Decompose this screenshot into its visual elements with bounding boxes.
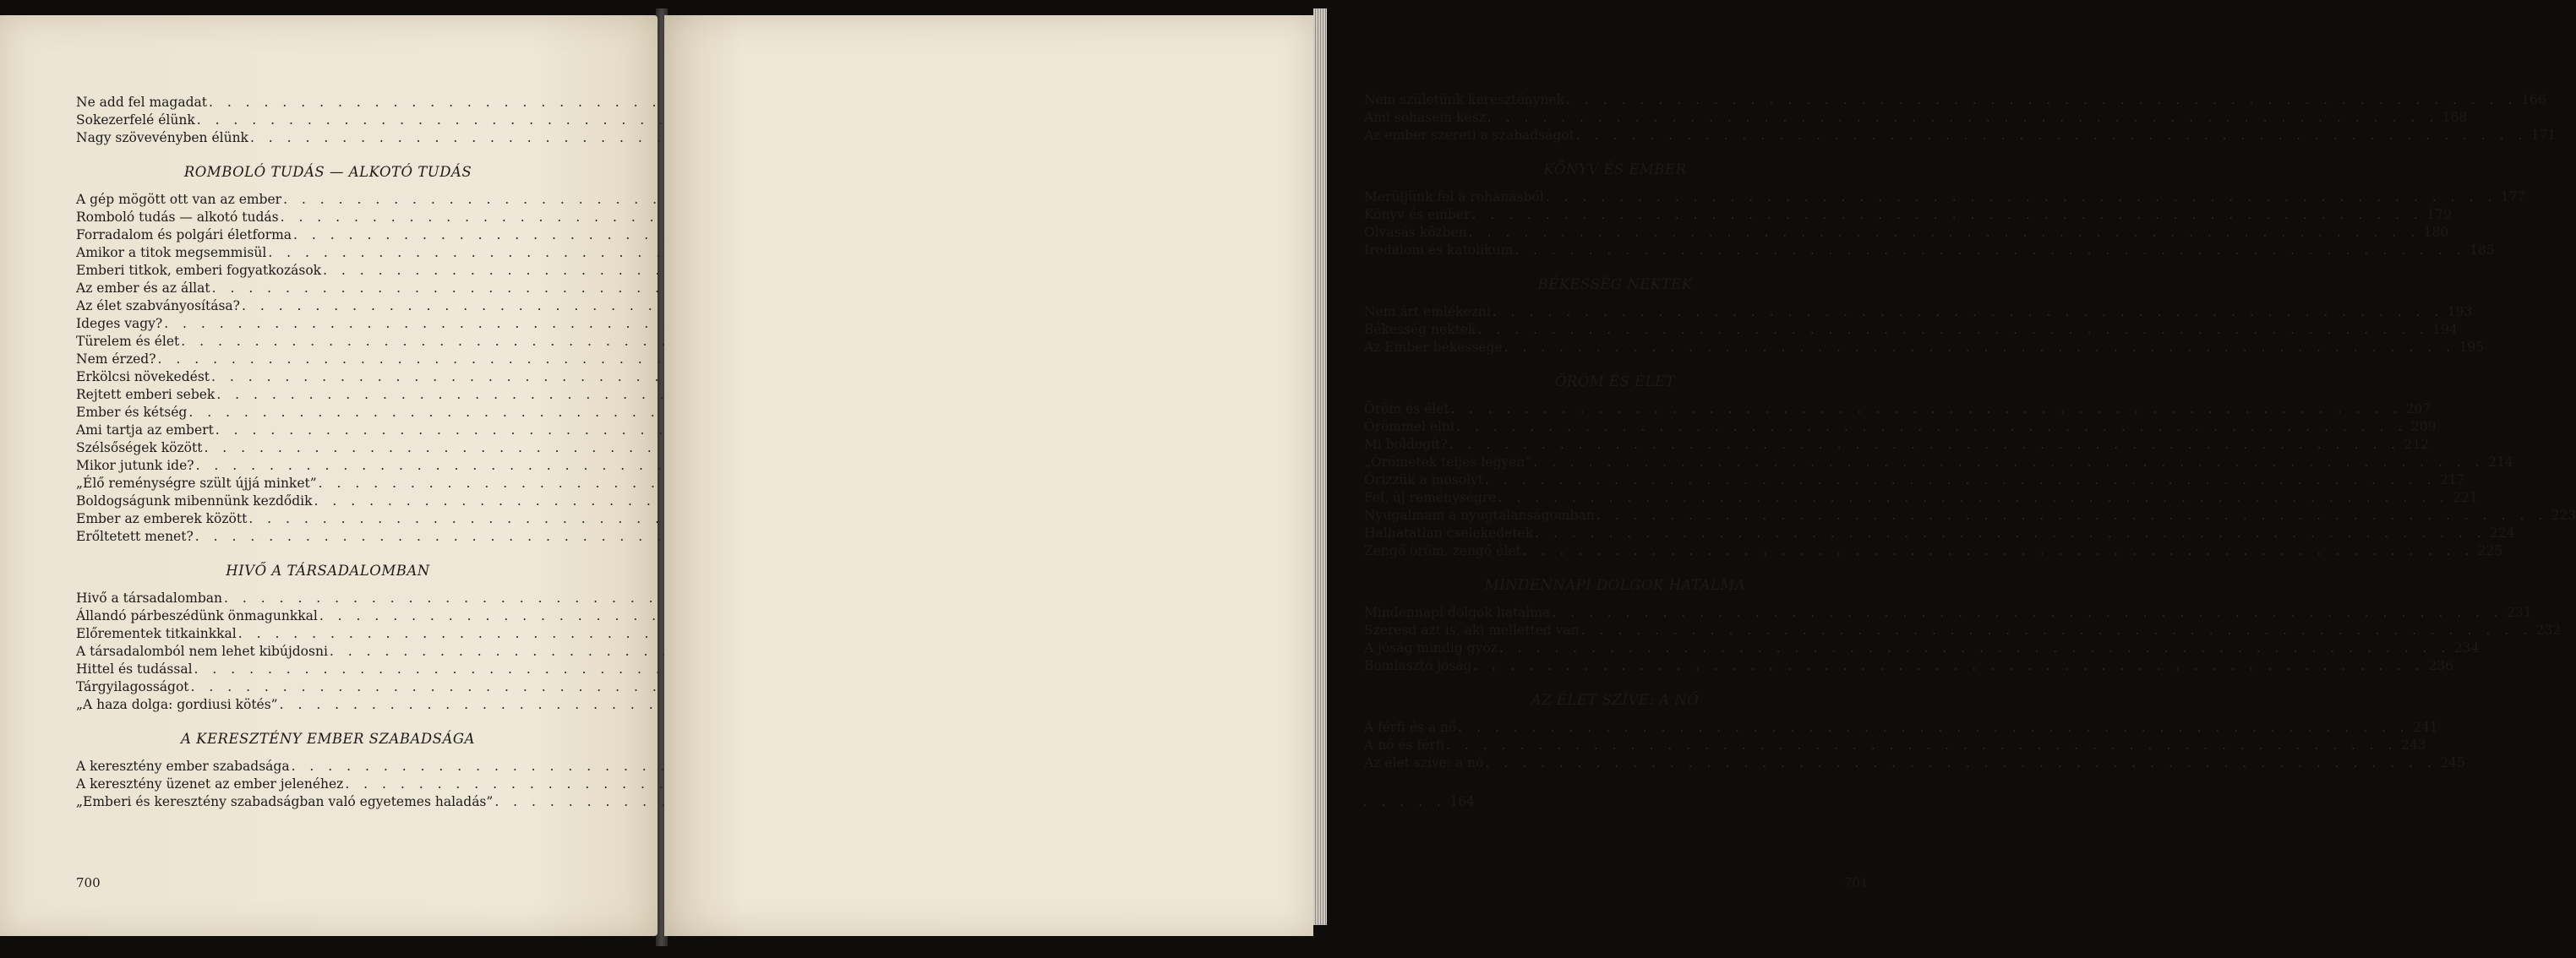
toc-entry-page: 236	[2428, 658, 2453, 673]
toc-entry	[1364, 188, 2526, 206]
page-number-left: 700	[76, 875, 101, 890]
toc-entry	[76, 661, 580, 678]
toc-entry-page: 234	[2453, 640, 2480, 656]
toc-entry-title: Bomlasztó jóság	[1364, 658, 1472, 673]
dot-leader	[1449, 436, 2400, 454]
toc-entry	[1364, 109, 2468, 127]
toc-entry	[1364, 719, 2438, 737]
toc-entry-page: 221	[2453, 490, 2478, 505]
toc-entry	[76, 386, 580, 404]
toc-entry	[76, 607, 580, 625]
toc-entry-title: Szélsőségek között	[76, 440, 203, 455]
toc-entry-title: Az Ember békessége	[1364, 340, 1503, 355]
toc-entry	[1364, 454, 2513, 471]
dot-leader	[1498, 489, 2448, 507]
toc-entry	[76, 297, 580, 315]
toc-entry	[1364, 206, 2452, 224]
toc-entry	[1364, 525, 2515, 542]
section-heading: KÖNYV ÉS EMBER	[1543, 161, 1687, 177]
toc-entry-title: Az élet szabványosítása?	[76, 298, 240, 313]
toc-entry-page: 193	[2447, 304, 2473, 319]
toc-entry-title: A jóság mindig győz	[1364, 640, 1498, 656]
section-heading: ROMBOLÓ TUDÁS — ALKOTÓ TUDÁS	[183, 164, 472, 180]
toc-entry-title: Ember és kétség	[76, 405, 188, 420]
dot-leader	[1473, 657, 2424, 675]
toc-entry	[76, 368, 580, 386]
toc-entry	[76, 643, 580, 661]
toc-entry	[1364, 754, 2465, 772]
toc-entry-title: Romboló tudás — alkotó tudás	[76, 210, 279, 225]
toc-entry	[76, 112, 580, 129]
toc-entry-title: Ne add fel magadat	[76, 95, 207, 110]
toc-entry	[76, 262, 580, 280]
toc-entry-title: Mi boldogít?	[1364, 437, 1448, 452]
toc-entry	[1364, 303, 2473, 321]
toc-entry-page: 209	[2410, 419, 2437, 434]
toc-entry	[1364, 418, 2437, 436]
toc-entry-title: Ember az emberek között	[76, 511, 248, 526]
toc-entry	[1364, 471, 2465, 489]
dot-leader	[1523, 542, 2474, 560]
dot-leader	[1469, 224, 2420, 242]
toc-entry-title: Örömmel élni	[1364, 419, 1454, 434]
toc-entry-title: Irodalom és katolikum	[1364, 242, 1514, 258]
toc-entry-title: A nő és férfi	[1364, 738, 1445, 753]
toc-entry	[1364, 436, 2430, 454]
toc-entry	[76, 758, 580, 776]
section-heading: A KERESZTÉNY EMBER SZABADSÁGA	[181, 731, 475, 747]
toc-entry	[76, 351, 580, 368]
toc-entry-title: Nem árt emlékezni	[1364, 304, 1491, 319]
toc-entry-title: Nem érzed?	[76, 351, 156, 367]
toc-entry-title: Az ember és az állat	[76, 280, 210, 296]
toc-entry-title: Őrizzük a mosolyt	[1364, 472, 1484, 487]
toc-entry-title: Ami tartja az embert	[76, 422, 214, 438]
dot-leader	[1485, 754, 2436, 772]
toc-entry-title: A férfi és a nő	[1364, 720, 1457, 735]
toc-entry-title: Előrementek titkainkkal	[76, 626, 237, 641]
toc-entry-title: Ideges vagy?	[76, 316, 163, 331]
toc-entry-title: Fel, új reménységre	[1364, 490, 1497, 505]
toc-entry-page: 214	[2488, 455, 2513, 470]
toc-entry-title: Erőltetett menet?	[76, 529, 194, 544]
toc-entry-page: 217	[2440, 472, 2465, 487]
toc-entry-title: A keresztény ember szabadsága	[76, 759, 290, 774]
toc-entry-title: Forradalom és polgári életforma	[76, 227, 292, 242]
toc-entry-title: Halhatatlan cselekedetek	[1364, 525, 1534, 541]
toc-entry-title: Mindennapi dolgok hatalma	[1364, 605, 1551, 620]
toc-entry	[1364, 507, 2576, 525]
toc-entry	[76, 244, 580, 262]
dot-leader	[1552, 604, 2502, 622]
toc-entry-title: A keresztény üzenet az ember jelenéhez	[76, 776, 344, 792]
toc-entry	[76, 528, 580, 546]
toc-entry-page: 180	[2423, 225, 2449, 240]
toc-entry-page: 195	[2459, 340, 2485, 355]
toc-entry-title: Békesség nektek	[1364, 322, 1476, 337]
toc-entry	[76, 475, 580, 493]
toc-entry	[76, 590, 580, 607]
toc-entry-page: 207	[2405, 401, 2431, 416]
toc-entry-page: 231	[2507, 605, 2532, 620]
toc-entry-page: 179	[2426, 207, 2452, 222]
toc-entry-title: Nyugalmam a nyugtalanságomban	[1364, 508, 1595, 523]
toc-entry-page: 224	[2490, 525, 2515, 541]
toc-entry	[76, 404, 580, 422]
toc-entry-title: Erkölcsi növekedést	[76, 369, 210, 384]
dot-leader	[1485, 471, 2436, 489]
toc-entry	[76, 129, 580, 147]
toc-entry	[1364, 91, 2546, 109]
section-heading: BÉKESSÉG NEKTEK	[1537, 276, 1693, 292]
toc-entry	[76, 439, 580, 457]
toc-entry	[76, 696, 580, 714]
toc-entry-page: 177	[2500, 189, 2526, 204]
toc-entry-title: Hivő a társadalomban	[76, 591, 223, 606]
toc-entry-title: „Élő reménységre szült újjá minket”	[76, 476, 317, 491]
dot-leader	[1596, 507, 2547, 525]
dot-leader	[1566, 91, 2517, 109]
toc-entry	[1364, 737, 2426, 754]
toc-entry	[76, 510, 580, 528]
toc-entry-page: 164	[1449, 794, 1475, 809]
dot-leader	[1456, 418, 2407, 436]
toc-entry	[76, 226, 580, 244]
dot-leader	[1535, 525, 2486, 542]
toc-entry-page: 225	[2477, 543, 2503, 558]
toc-entry-title: A társadalomból nem lehet kibújdosni	[76, 644, 328, 659]
toc-entry-title: „A haza dolga: gordiusi kötés”	[76, 697, 278, 712]
toc-entry-title: Mikor jutunk ide?	[76, 458, 194, 473]
toc-entry-title: Sokezerfelé élünk	[76, 112, 195, 128]
right-toc-column	[1364, 91, 2576, 772]
toc-entry	[76, 678, 580, 696]
toc-entry	[1364, 242, 2495, 259]
toc-entry	[1364, 622, 2562, 640]
toc-entry-page: 245	[2440, 755, 2465, 770]
toc-entry	[76, 493, 580, 510]
toc-entry	[1364, 224, 2449, 242]
toc-entry-page: 171	[2530, 128, 2557, 143]
toc-entry-title: Az ember szereti a szabadságot	[1364, 128, 1575, 143]
toc-entry-title: Az élet szíve: a nő	[1364, 755, 1484, 770]
toc-entry	[76, 94, 580, 112]
dot-leader	[1546, 188, 2497, 206]
section-heading: MINDENNAPI DOLGOK HATALMA	[1484, 577, 1746, 593]
toc-entry-title: Merüljünk fel a rohanásból	[1364, 189, 1544, 204]
dot-leader	[1471, 206, 2422, 224]
dot-leader	[1477, 321, 2428, 339]
toc-entry-title: Könyv és ember	[1364, 207, 1471, 222]
page-number-right: 701	[1844, 875, 1869, 890]
toc-entry-title: Nem születünk kereszténynek	[1364, 92, 1565, 107]
dot-leader	[1499, 640, 2450, 657]
toc-entry-title: Öröm és élet	[1364, 401, 1449, 416]
toc-entry	[76, 209, 580, 226]
toc-entry	[1364, 604, 2532, 622]
background-edge	[1327, 0, 1352, 958]
dot-leader	[1446, 737, 2397, 754]
toc-entry-page: 185	[2470, 242, 2495, 258]
toc-entry-title: Boldogságunk mibennünk kezdődik	[76, 493, 313, 509]
toc-entry-title: „Emberi és keresztény szabadságban való egyetemes haladás”	[76, 794, 494, 809]
toc-entry	[76, 793, 1475, 811]
dot-leader	[1493, 303, 2443, 321]
toc-entry-page: 194	[2432, 322, 2458, 337]
toc-entry-title: Ami sohasem kész	[1364, 110, 1486, 125]
toc-entry	[1364, 339, 2485, 357]
dot-leader	[1487, 109, 2438, 127]
page-edges	[1313, 8, 1327, 925]
section-heading: HIVŐ A TÁRSADALOMBAN	[226, 563, 430, 579]
toc-entry-title: Tárgyilagosságot	[76, 679, 189, 694]
dot-leader	[1451, 400, 2402, 418]
toc-entry-page: 166	[2520, 92, 2546, 107]
toc-entry	[76, 333, 580, 351]
toc-entry-title: Türelem és élet	[76, 334, 180, 349]
toc-entry-title: Olvasás közben	[1364, 225, 1467, 240]
toc-entry	[1364, 489, 2478, 507]
toc-entry	[76, 191, 580, 209]
toc-entry-title: Nagy szövevényben élünk	[76, 130, 248, 145]
toc-entry-page: 241	[2413, 720, 2438, 735]
toc-entry-title: Amikor a titok megsemmisül	[76, 245, 267, 260]
dot-leader	[1581, 622, 2532, 640]
dot-leader	[1458, 719, 2409, 737]
toc-entry	[1364, 127, 2557, 144]
toc-entry	[76, 315, 580, 333]
toc-entry-title: Szeresd azt is, aki melletted van	[1364, 623, 1580, 638]
toc-entry-page: 212	[2404, 437, 2430, 452]
toc-entry-title: Hittel és tudással	[76, 661, 193, 677]
toc-entry-page: 243	[2400, 738, 2426, 753]
toc-entry-title: „Örömetek teljes legyen”	[1364, 455, 1532, 470]
toc-entry	[1364, 321, 2458, 339]
toc-entry-title: Zengő öröm, zengő élet	[1364, 543, 1521, 558]
toc-entry	[1364, 657, 2453, 675]
toc-entry-title: Emberi titkok, emberi fogyatkozások	[76, 263, 322, 278]
toc-entry	[76, 280, 580, 297]
toc-entry	[76, 776, 580, 793]
toc-entry	[1364, 640, 2480, 657]
section-heading: ÖRÖM ÉS ÉLET	[1554, 373, 1676, 389]
toc-entry-page: 168	[2442, 110, 2468, 125]
toc-entry-title: Állandó párbeszédünk önmagunkkal	[76, 608, 318, 623]
dot-leader	[1514, 242, 2465, 259]
toc-entry	[76, 625, 580, 643]
toc-entry	[76, 457, 580, 475]
dot-leader	[1576, 127, 2527, 144]
toc-entry	[76, 422, 580, 439]
toc-entry	[1364, 400, 2431, 418]
toc-entry	[1364, 542, 2503, 560]
toc-entry-page: 232	[2535, 623, 2562, 638]
toc-entry-page: 223	[2551, 508, 2576, 523]
section-heading: AZ ÉLET SZÍVE: A NŐ	[1531, 692, 1700, 708]
toc-entry-title: Rejtett emberi sebek	[76, 387, 216, 402]
dot-leader	[1504, 339, 2455, 357]
toc-entry-title: A gép mögött ott van az ember	[76, 192, 282, 207]
dot-leader	[1533, 454, 2484, 471]
